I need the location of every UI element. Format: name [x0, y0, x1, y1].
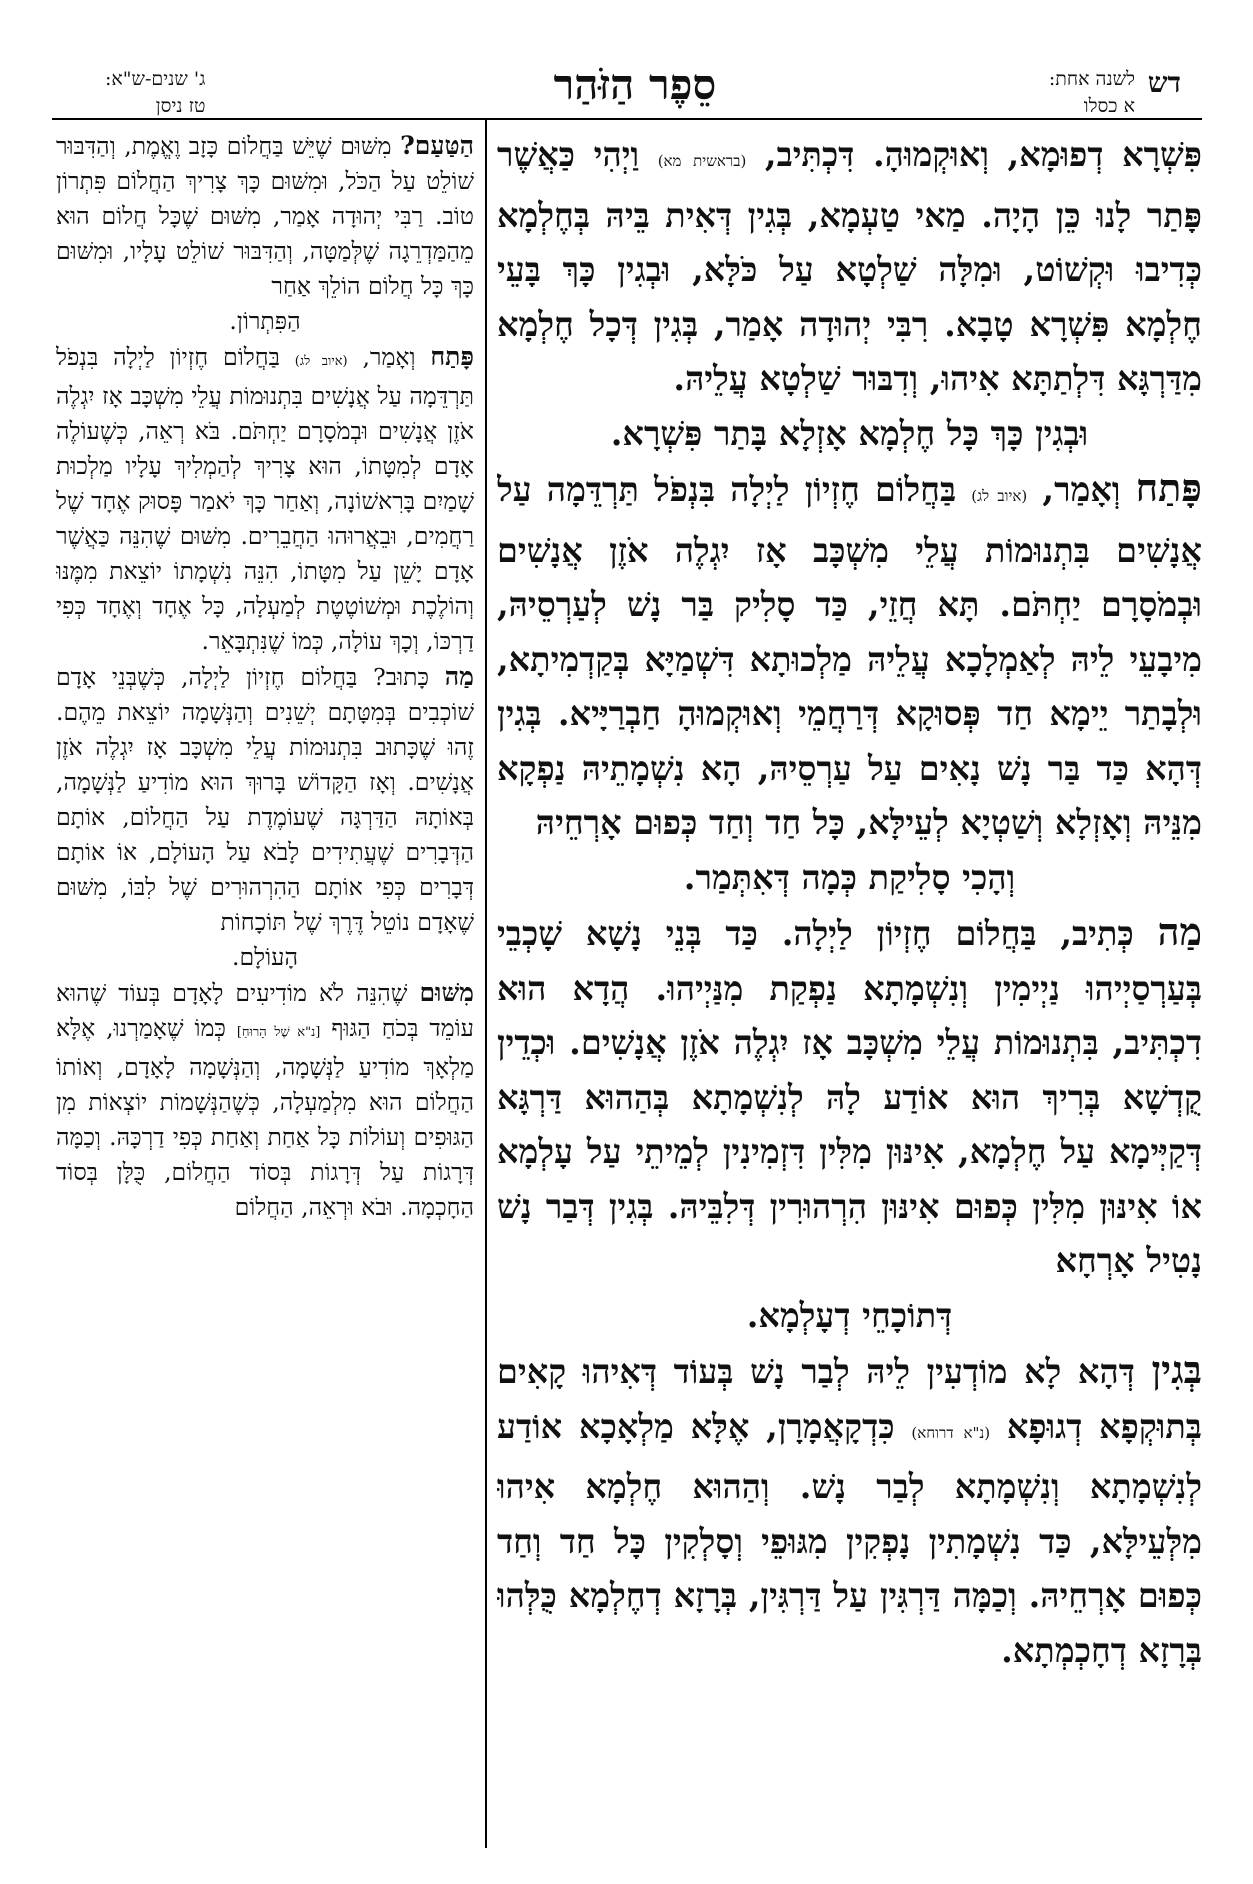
reading-cycle-one-year [1049, 66, 1135, 120]
main-p3-lead-word: מַה [1157, 909, 1202, 954]
reading-cycle-label: לשנה אחת: [1048, 68, 1135, 90]
main-p2-source-ref: (איוב לג) [971, 487, 1028, 505]
comm-paragraph-1-closing: הַפִּתְרוֹן. [229, 307, 301, 335]
main-p1-text-a: פִּשְׁרָא דְפוּמָא, וְאוּקְמוּהָ. דִּכְתִּיב, [764, 135, 1202, 174]
comm-p1-lead-word: הַטַּעַם? [400, 131, 474, 160]
zohar-aramaic-text [497, 128, 1202, 1848]
main-p1-source-ref: (בראשית מא) [657, 152, 747, 170]
comm-p3-lead-word: מַה [444, 662, 474, 691]
comm-p2-text-a: וְאָמַר, [362, 343, 416, 371]
main-paragraph-4 [497, 1343, 1202, 1678]
book-title: סֵפֶר הַזֹּהַר [553, 60, 717, 109]
page-header [0, 58, 1253, 138]
reading-cycle-three-year [105, 66, 205, 120]
other-cycle-date: טז ניסן [155, 95, 206, 117]
main-p2-text-b: בַּחֲלוֹם חֶזְיוֹן לַיְלָה בִּנְפֹל תַּרְדֵּמָה עַל אֲנָשִׁים בִּתְנוּמוֹת עֲלֵי מִשְׁכָּב אָז יִגְלֶה אֹזֶן אֲנָשִׁים וּבְמֹסָרָם יַחְתֹּם. תָּא חֲזֵי, כַּד סָלִיק בַּר נָשׁ לְעַרְסֵיהּ, מִיבָעֵי לֵיהּ לְאַמְלָכָא עֲלֵיהּ מַלְכוּתָא דִּשְׁמַיָּא בְּקַדְמִיתָא, וּלְבָתַר יֵימָא חַד פְּסוּקָא דְּרַחֲמֵי וְאוּקְמוּהָ חַבְרַיָּיא. בְּגִין דְּהָא כַּד בַּר נָשׁ נָאִים עַל עַרְסֵיהּ, הָא נִשְׁמָתֵיהּ נַפְקָא מִנֵּיהּ וְאָזְלָא וְשַׁטְיָא לְעֵילָּא, כָּל חַד וְחַד כְּפוּם אָרְחֵיהּ [497, 470, 1202, 842]
comm-paragraph-3 [56, 659, 474, 940]
main-p4-text-b: כִּדְקָאֲמָרָן, אֶלָּא מַלְאָכָא אוֹדַע לְנִשְׁמָתָא וְנִשְׁמָתָא לְבַר נָשׁ. וְהַהוּא חֶלְמָא אִיהוּ מִלְּעֵילָּא, כַּד נִשְׁמָתִין נָפְקִין מִגּוּפֵי וְסָלְקִין כָּל חַד וְחַד כְּפוּם אָרְחֵיהּ. וְכַמָּה דַּרְגִּין עַל דַּרְגִּין, בְּרָזָא דְחֶלְמָא כֻּלְּהוּ בְּרָזָא דְחָכְמְתָא. [497, 1406, 1202, 1670]
main-paragraph-2 [497, 461, 1202, 851]
page-number: דש [1147, 66, 1181, 99]
column-divider [485, 118, 487, 1848]
main-p3-text: כְּתִיב, בַּחֲלוֹם חֶזְיוֹן לַיְלָה. כַּד בְּנֵי נָשָׁא שָׁכְבֵי בְּעַרְסַיְיהוּ נַיְימִין וְנִשְׁמָתָא נַפְקַת מִנַּיְיהוּ. הֲדָא הוּא דִכְתִּיב, בִּתְנוּמוֹת עֲלֵי מִשְׁכָּב אָז יִגְלֶה אֹזֶן אֲנָשִׁים. וּכְדֵין קֻדְשָׁא בְּרִיךְ הוּא אוֹדַע לָהּ לְנִשְׁמָתָא בְּהַהוּא דַּרְגָּא דְּקַיְּימָא עַל חֶלְמָא, אִינּוּן מִלִּין דִּזְמִינִין לְמֵיתֵי עַל עָלְמָא אוֹ אִינּוּן מִלִּין כְּפוּם אִינּוּן הִרְהוּרִין דְּלִבֵּיהּ. בְּגִין דְּבַר נָשׁ נָטִיל אָרְחָא [497, 914, 1202, 1280]
comm-p4-text-b: כְּמוֹ שֶׁאָמַרְנוּ, אֶלָּא מַלְאָךְ מוֹדִיעַ לַנְּשָׁמָה, וְהַנְּשָׁמָה לָאָדָם, וְאוֹתוֹ הַחֲלוֹם הוּא מִלְמַעְלָה, כְּשֶׁהַנְּשָׁמוֹת יוֹצְאוֹת מִן הַגּוּפִים וְעוֹלוֹת כָּל אַחַת וְאַחַת כְּפִי דַרְכָּהּ. וְכַמָּה דְּרָגוֹת עַל דְּרָגוֹת בְּסוֹד הַחֲלוֹם, כֻּלָּן בְּסוֹד הַחָכְמָה. וּבֹא וּרְאֵה, הַחֲלוֹם [56, 1014, 474, 1221]
main-paragraph-1-closing: וּבְגִין כָּךְ כָּל חֶלְמָא אָזְלָא בָּתַר פִּשְׁרָא. [610, 413, 1089, 453]
main-paragraph-3 [497, 905, 1202, 1289]
main-p2-text-a: וְאָמַר, [1042, 470, 1121, 509]
comm-p2-text-b: בַּחֲלוֹם חֶזְיוֹן לַיְלָה בִּנְפֹל תַּרְדֵּמָה עַל אֲנָשִׁים בִּתְנוּמוֹת עֲלֵי מִשְׁכָּב אָז יִגְלֶה אֹזֶן אֲנָשִׁים וּבְמֹסָרָם יַחְתֹּם. בֹּא רְאֵה, כְּשֶׁעוֹלֶה אָדָם לְמִטָּתוֹ, הוּא צָרִיךְ לְהַמְלִיךְ עָלָיו מַלְכוּת שָׁמַיִם בָּרִאשׁוֹנָה, וְאַחַר כָּךְ יֹאמַר פָּסוּק אֶחָד שֶׁל רַחֲמִים, וּבֵאֲרוּהוּ הַחֲבֵרִים. מִשּׁוּם שֶׁהִנֵּה כַּאֲשֶׁר אָדָם יָשֵׁן עַל מִטָּתוֹ, הִנֵּה נִשְׁמָתוֹ יוֹצֵאת מִמֶּנּוּ וְהוֹלֶכֶת וּמְשׁוֹטֶטֶת לְמַעְלָה, כָּל אֶחָד וְאֶחָד כְּפִי דַרְכּוֹ, וְכָךְ עוֹלָה, כְּמוֹ שֶׁנִּתְבָּאֵר. [56, 343, 474, 655]
comm-paragraph-4 [56, 975, 474, 1225]
comm-paragraph-3-closing: הָעוֹלָם. [232, 943, 298, 971]
main-paragraph-2-closing: וְהָכִי סָלִיקַת כְּמָה דְּאִתְּמַר. [683, 857, 1016, 897]
main-p4-text-a: דְּהָא לָא מוֹדְעִין לֵיהּ לְבַר נָשׁ בְּעוֹד דְּאִיהוּ קָאִים בְּתוּקְפָא דְגוּפָא [497, 1352, 1202, 1446]
hebrew-translation-column [56, 128, 474, 1848]
comm-p4-variant-note: [נ"א שֶׁל הָרוּחַ] [236, 1025, 321, 1040]
comm-paragraph-1 [56, 128, 474, 304]
comm-p4-text-a: שֶׁהִנֵּה לֹא מוֹדִיעִים לָאָדָם בְּעוֹד שֶׁהוּא עוֹמֵד בְּכֹחַ הַגּוּף [56, 979, 474, 1042]
header-rule [52, 118, 1202, 120]
main-p2-lead-word: פָּתַח [1135, 465, 1202, 510]
other-cycle-label: ג' שנים-ש"א: [105, 68, 206, 90]
comm-p2-source-ref: (איוב לג) [294, 354, 348, 369]
comm-p2-lead-word: פָּתַח [430, 342, 474, 371]
reading-cycle-date: א כסלו [1083, 95, 1135, 117]
comm-p4-lead-word: מִשּׁוּם [419, 978, 474, 1007]
main-paragraph-3-closing: דְּתוֹכָחֵי דְעָלְמָא. [746, 1295, 953, 1335]
main-p4-lead-word: בְּגִין [1151, 1347, 1202, 1392]
comm-p1-text: מִשּׁוּם שֶׁיֵּשׁ בַּחֲלוֹם כָּזָב וֶאֱמֶת, וְהַדִּבּוּר שׁוֹלֵט עַל הַכֹּל, וּמִשּׁוּם כָּךְ צָרִיךְ הַחֲלוֹם פִּתְרוֹן טוֹב. רַבִּי יְהוּדָה אָמַר, מִשּׁוּם שֶׁכָּל חֲלוֹם הוּא מֵהַמַּדְרֵגָה שֶׁלְּמַטָּה, וְהַדִּבּוּר שׁוֹלֵט עָלָיו, וּמִשּׁוּם כָּךְ כָּל חֲלוֹם הוֹלֵךְ אַחַר [56, 132, 474, 300]
comm-p3-text: כָּתוּב? בַּחֲלוֹם חֶזְיוֹן לַיְלָה, כְּשֶׁבְּנֵי אָדָם שׁוֹכְבִים בְּמִטָּתָם יְשֵׁנִים וְהַנְּשָׁמָה יוֹצֵאת מֵהֶם. זֶהוּ שֶׁכָּתוּב בִּתְנוּמוֹת עֲלֵי מִשְׁכָּב אָז יִגְלֶה אֹזֶן אֲנָשִׁים. וְאָז הַקָּדוֹשׁ בָּרוּךְ הוּא מוֹדִיעַ לַנְּשָׁמָה, בְּאוֹתָהּ הַדַּרְגָּה שֶׁעוֹמֶדֶת עַל הַחֲלוֹם, אוֹתָם הַדְּבָרִים שֶׁעֲתִידִים לָבֹא עַל הָעוֹלָם, אוֹ אוֹתָם דְּבָרִים כְּפִי אוֹתָם הַהִרְהוּרִים שֶׁל לִבּוֹ, מִשּׁוּם שֶׁאָדָם נוֹטֵל דֶּרֶךְ שֶׁל תּוֹכָחוֹת [56, 663, 474, 936]
main-p1-text-b: וַיְהִי כַּאֲשֶׁר פָּתַר לָנוּ כֵּן הָיָה. מַאי טַעְמָא, בְּגִין דְּאִית בֵּיהּ בְּחֶלְמָא כְּדִיבוּ וּקְשׁוֹט, וּמִלָּה שַׁלְטָא עַל כֹּלָּא, וּבְגִין כָּךְ בָּעֵי חֶלְמָא פִּשְׁרָא טָבָא. רִבִּי יְהוּדָה אָמַר, בְּגִין דְּכָל חֶלְמָא מִדַּרְגָּא דִּלְתַתָּא אִיהוּ, וְדִבּוּר שַׁלְטָא עֲלֵיהּ. [497, 135, 1202, 398]
comm-paragraph-2 [56, 339, 474, 659]
main-paragraph-1 [497, 128, 1202, 407]
main-p4-variant-note: (נ"א דרוחא) [911, 1423, 991, 1442]
